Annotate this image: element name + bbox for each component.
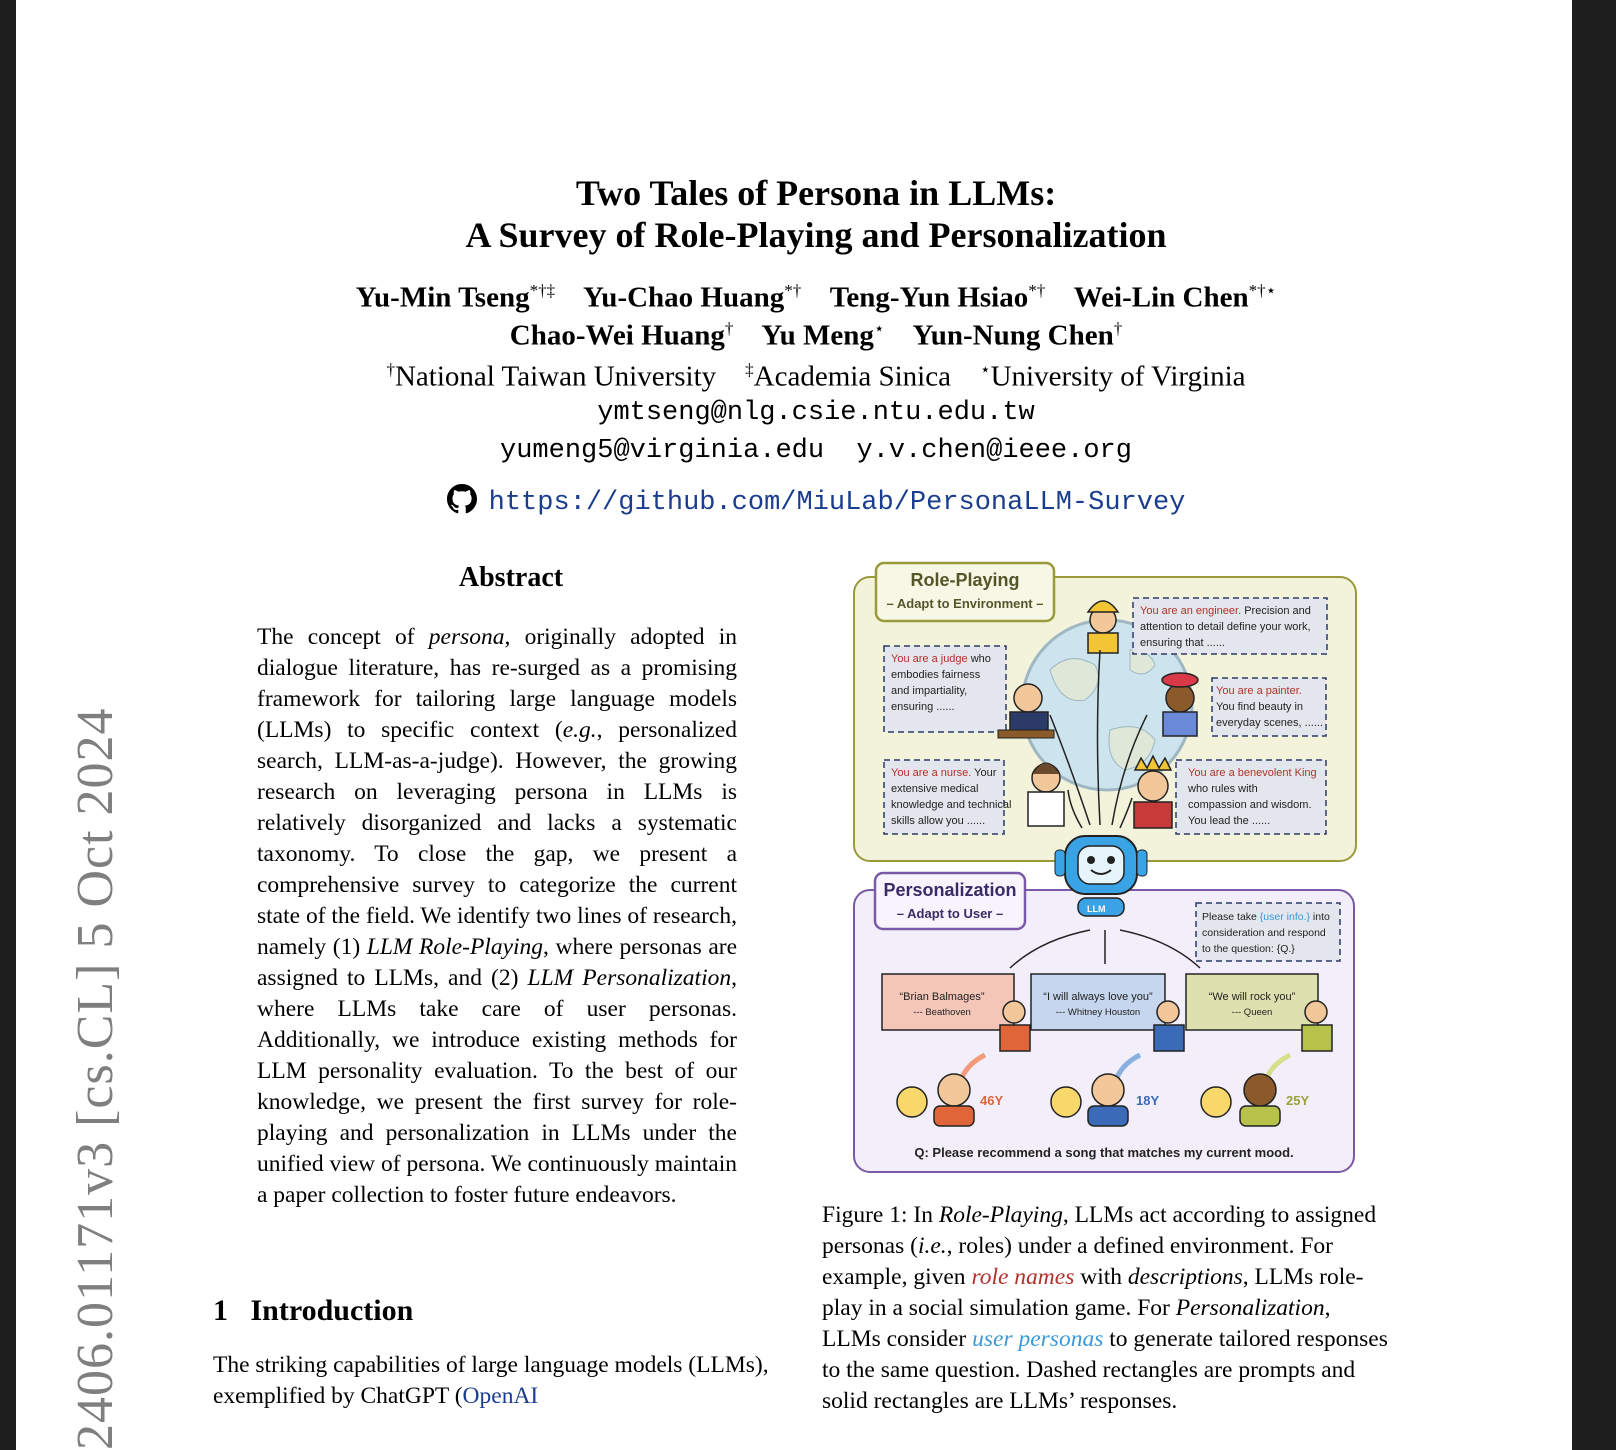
- author-name: Yun-Nung Chen: [912, 319, 1114, 352]
- nurse-prompt-line1: [891, 767, 997, 779]
- sad-emoji-icon: [1051, 1087, 1081, 1117]
- intro-paragraph: [213, 1350, 781, 1412]
- user-shirt: [934, 1106, 974, 1126]
- caption-text: , roles) under a defined environment. For example, given: [822, 1233, 1333, 1290]
- nurse-desc: extensive medical: [891, 783, 979, 795]
- author-name: Yu Meng: [761, 319, 874, 352]
- engineer-desc: attention to detail define your work,: [1140, 621, 1311, 633]
- engineer-prompt-line1: [1140, 605, 1311, 617]
- prompt-text: consideration and respond: [1202, 927, 1326, 939]
- user-shirt: [1088, 1106, 1128, 1126]
- paper-title-line2: A Survey of Role-Playing and Personalization: [465, 215, 1167, 255]
- figure-1-caption: [822, 1200, 1394, 1417]
- affil-mark: ⋆: [979, 360, 991, 379]
- affiliation-sinica: Academia Sinica: [753, 360, 951, 393]
- painter-desc: You find beauty in: [1216, 701, 1304, 713]
- painter-role-name: You are a painter.: [1216, 685, 1302, 697]
- abstract-italic: LLM Personalization: [527, 965, 732, 991]
- engineer-desc: Precision and: [1241, 605, 1311, 617]
- role-playing-subtitle: – Adapt to Environment –: [886, 596, 1044, 611]
- user-shirt: [1240, 1106, 1280, 1126]
- github-icon: [447, 484, 477, 514]
- engineer-role-name: You are an engineer.: [1140, 605, 1242, 617]
- caption-italic: Role-Playing: [938, 1202, 1063, 1228]
- author-marks: *†: [784, 281, 802, 300]
- gavel-icon: [998, 730, 1054, 738]
- response-song: “I will always love you”: [1043, 991, 1153, 1003]
- judge-role-name: You are a judge: [891, 653, 968, 665]
- caption-text: with: [1074, 1264, 1128, 1290]
- nurse-desc: skills allow you ......: [891, 815, 986, 827]
- github-link[interactable]: https://github.com/MiuLab/PersonaLLM-Survey: [488, 488, 1186, 518]
- prompt-line1: [1202, 911, 1330, 923]
- caption-user-personas: user personas: [972, 1326, 1104, 1352]
- caption-italic: descriptions: [1127, 1264, 1243, 1290]
- painter-shirt: [1163, 712, 1197, 736]
- caption-text: , LLMs act according to assigned personas (: [822, 1202, 1377, 1259]
- author-marks: †: [1113, 319, 1123, 338]
- viewer-right-margin: [1572, 0, 1616, 1450]
- personalization-title: Personalization: [883, 880, 1017, 900]
- role-playing-title: Role-Playing: [910, 570, 1020, 590]
- caption-text: Figure 1: In: [822, 1202, 939, 1228]
- section-title: Introduction: [250, 1294, 414, 1327]
- citation-link[interactable]: OpenAI: [462, 1383, 539, 1409]
- intro-text: The striking capabilities of large language models (LLMs), exemplified by ChatGPT (: [213, 1352, 769, 1409]
- king-robe: [1134, 802, 1172, 828]
- prompt-user-info: {user info.}: [1259, 911, 1310, 923]
- caption-role-names: role names: [971, 1264, 1075, 1290]
- prompt-text: to the question: {Q.}: [1202, 943, 1295, 955]
- caption-text: to generate tailored responses to the same question. Dashed rectangles are prompts and solid rectangles are LLMs’ responses.: [822, 1326, 1388, 1414]
- affil-mark: †: [386, 360, 395, 379]
- abstract-text: , where personas are assigned to LLMs, and (2): [257, 934, 738, 991]
- king-desc: who rules with: [1188, 783, 1258, 795]
- author-marks: *†: [1028, 281, 1046, 300]
- llm-label: LLM: [1087, 904, 1106, 914]
- author-line-2: [16, 310, 1572, 355]
- judge-desc: who: [967, 653, 991, 665]
- assistant-face: [1003, 1001, 1025, 1023]
- assistant-shirt: [1154, 1025, 1184, 1051]
- sleepy-emoji-icon: [897, 1087, 927, 1117]
- author-marks: †: [724, 319, 734, 338]
- robot-eye: [1087, 856, 1095, 864]
- abstract-italic: LLM Role-Playing: [366, 934, 544, 960]
- judge-desc: ensuring ......: [891, 701, 955, 713]
- response-artist: --- Beathoven: [913, 1007, 971, 1018]
- affil-mark: ‡: [745, 360, 754, 379]
- robot-ear: [1137, 850, 1147, 876]
- abstract-italic: persona: [428, 624, 505, 650]
- prompt-text: Please take: [1202, 911, 1260, 923]
- author-name: Wei-Lin Chen: [1073, 281, 1249, 314]
- author-marks: *†‡: [529, 281, 556, 300]
- nurse-desc: Your: [971, 767, 997, 779]
- nurse-desc: knowledge and technical: [891, 799, 1012, 811]
- user-age: 25Y: [1286, 1093, 1310, 1108]
- user-avatar-icon: [938, 1074, 970, 1106]
- email-line-2: [16, 436, 1572, 466]
- beret-icon: [1162, 673, 1198, 687]
- assistant-face: [1305, 1001, 1327, 1023]
- response-artist: --- Whitney Houston: [1055, 1007, 1141, 1018]
- affiliations: [16, 360, 1572, 394]
- affiliation-uva: University of Virginia: [990, 360, 1246, 393]
- figure-1: [850, 560, 1362, 1180]
- king-role-name: You are a benevolent King: [1188, 767, 1317, 779]
- king-desc: You lead the ......: [1188, 815, 1271, 827]
- author-name: Teng-Yun Hsiao: [829, 281, 1029, 314]
- robot-ear: [1055, 850, 1065, 876]
- king-desc: compassion and wisdom.: [1188, 799, 1312, 811]
- user-avatar-icon: [1092, 1074, 1124, 1106]
- email-2[interactable]: yumeng5@virginia.edu: [500, 436, 825, 466]
- prompt-text: into: [1310, 911, 1330, 923]
- response-song: “Brian Balmages”: [899, 991, 985, 1003]
- nurse-coat: [1028, 792, 1064, 826]
- question-text: Q: Please recommend a song that matches my current mood.: [914, 1145, 1294, 1160]
- abstract-text: , where LLMs take care of user personas. Additionally, we introduce existing methods for LLM personality evaluation. To the best of our knowledge, we present the first survey for role-playing and personalization in LLMs under the unified view of persona. We continuously maintain a paper collection to foster future endeavors.: [257, 965, 737, 1208]
- user-age: 46Y: [980, 1093, 1004, 1108]
- author-marks: ⋆: [873, 319, 885, 338]
- github-line: [16, 484, 1572, 518]
- user-avatar-icon: [1244, 1074, 1276, 1106]
- personalization-subtitle: – Adapt to User –: [896, 906, 1004, 921]
- response-song: “We will rock you”: [1208, 991, 1296, 1003]
- author-name: Yu-Chao Huang: [583, 281, 785, 314]
- nurse-role-name: You are a nurse.: [891, 767, 972, 779]
- arxiv-identifier: 2406.01171v3 [cs.CL] 5 Oct 2024: [67, 707, 124, 1450]
- happy-emoji-icon: [1201, 1087, 1231, 1117]
- engineer-desc: ensuring that ......: [1140, 637, 1225, 649]
- robot-face: [1078, 846, 1124, 884]
- painter-desc: everyday scenes, ......: [1216, 717, 1323, 729]
- email-3[interactable]: y.v.chen@ieee.org: [856, 436, 1132, 466]
- author-marks: *†⋆: [1248, 281, 1277, 300]
- abstract-italic: e.g.: [562, 717, 597, 743]
- engineer-vest: [1088, 633, 1118, 653]
- user-age: 18Y: [1136, 1093, 1160, 1108]
- assistant-shirt: [1000, 1025, 1030, 1051]
- abstract-text: The concept of: [257, 624, 429, 650]
- abstract-text: , originally adopted in dialogue literature, has re-surged as a promising framework for tailoring large language models (LLMs) to specific context (: [257, 624, 737, 743]
- author-name: Chao-Wei Huang: [509, 319, 725, 352]
- crown-icon: [1135, 756, 1171, 770]
- painter-avatar-icon: [1166, 684, 1194, 712]
- abstract-heading: Abstract: [458, 562, 564, 593]
- assistant-shirt: [1302, 1025, 1332, 1051]
- caption-italic: Personalization: [1175, 1295, 1325, 1321]
- judge-avatar-icon: [1014, 684, 1042, 712]
- judge-prompt-line1: [891, 653, 991, 665]
- assistant-face: [1157, 1001, 1179, 1023]
- caption-text: , LLMs consider: [822, 1295, 1331, 1352]
- abstract-body: [257, 622, 737, 1211]
- email-1[interactable]: ymtseng@nlg.csie.ntu.edu.tw: [597, 398, 1035, 428]
- caption-text: , LLMs role-play in a social simulation game. For: [822, 1264, 1364, 1321]
- author-name: Yu-Min Tseng: [355, 281, 530, 314]
- caption-italic: i.e.: [917, 1233, 947, 1259]
- king-avatar-icon: [1138, 771, 1168, 801]
- section-heading-introduction: [213, 1294, 413, 1328]
- section-number: 1: [213, 1294, 228, 1327]
- paper-title-line1: Two Tales of Persona in LLMs:: [575, 173, 1057, 213]
- judge-desc: embodies fairness: [891, 669, 981, 681]
- robot-eye: [1107, 856, 1115, 864]
- response-artist: --- Queen: [1231, 1007, 1273, 1018]
- paper-page: [16, 0, 1572, 1450]
- judge-desc: and impartiality,: [891, 685, 968, 697]
- affiliation-ntu: National Taiwan University: [394, 360, 717, 393]
- abstract-text: , personalized search, LLM-as-a-judge). However, the growing research on leveraging persona in LLMs is relatively disorganized and lacks a systematic taxonomy. To close the gap, we present a comprehensive survey to categorize the current state of the field. We identify two lines of research, namely (1): [257, 717, 737, 960]
